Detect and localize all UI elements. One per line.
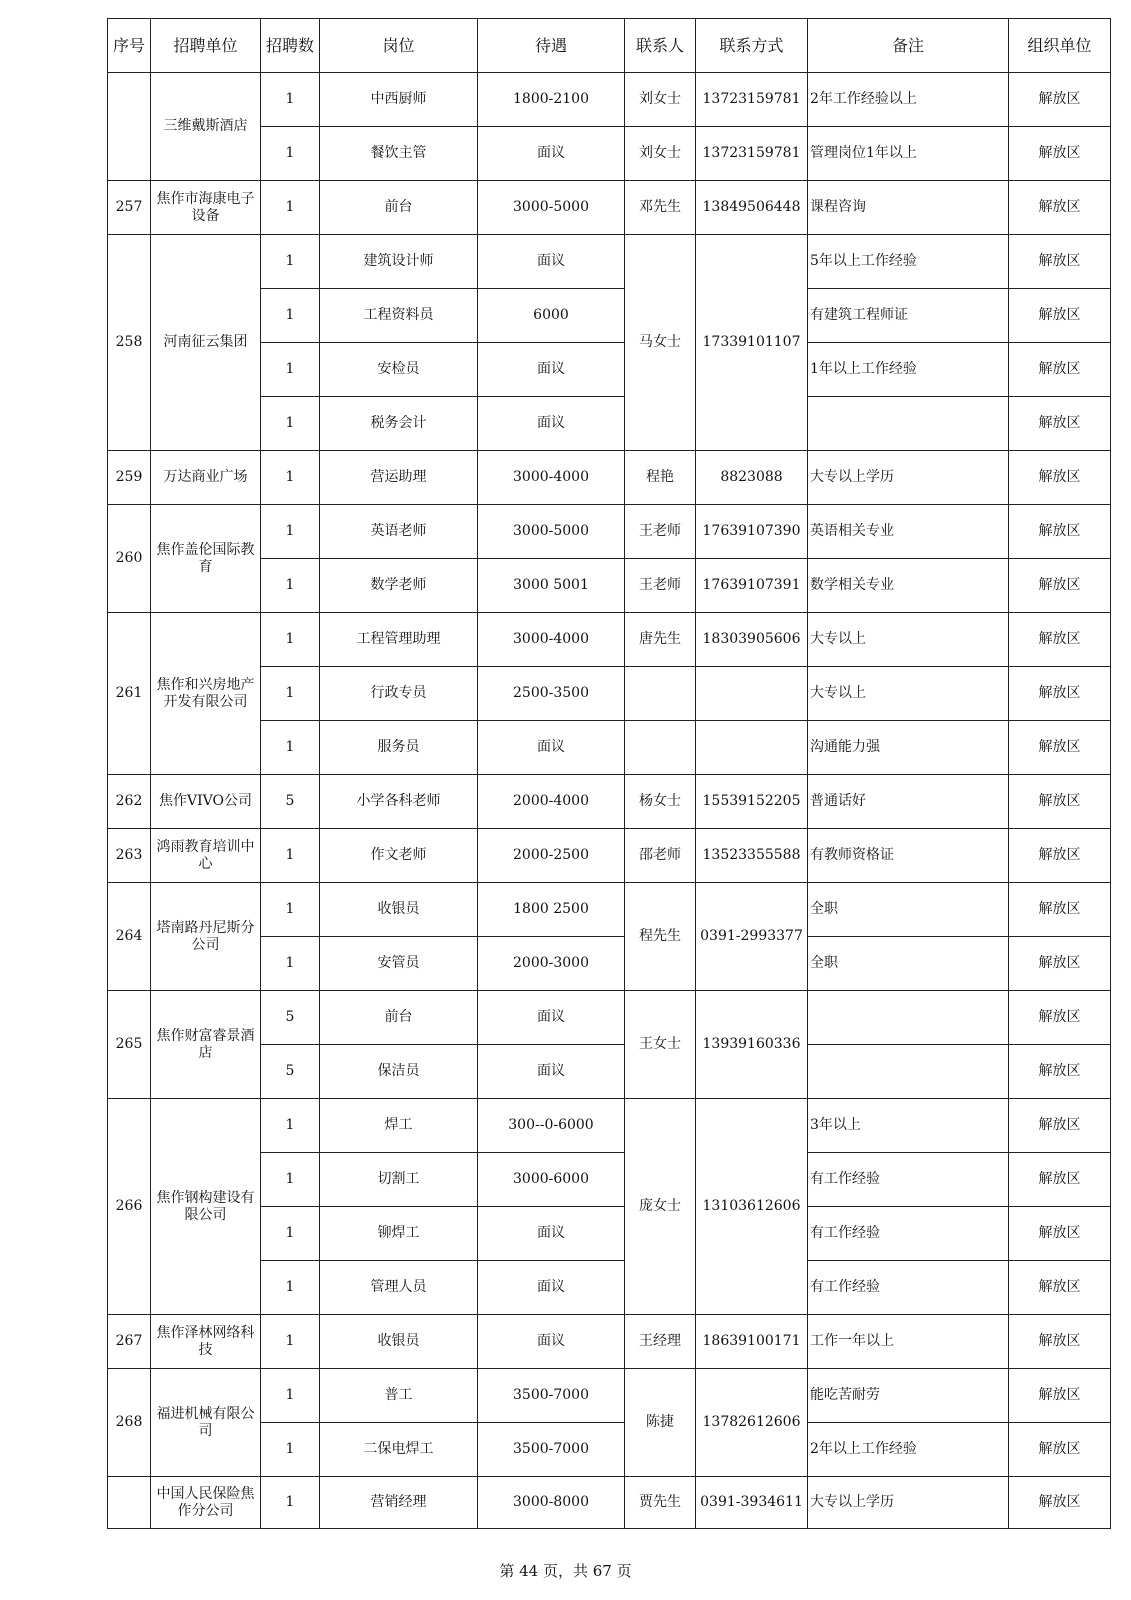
- pay-cell: 面议: [478, 1261, 625, 1315]
- org-cell: 解放区: [1009, 1261, 1111, 1315]
- position-cell: 餐饮主管: [320, 127, 478, 181]
- count-cell: 1: [261, 937, 320, 991]
- org-cell: 解放区: [1009, 1099, 1111, 1153]
- contact-person-cell: [625, 667, 696, 721]
- count-cell: 1: [261, 829, 320, 883]
- seq-cell: [108, 1477, 151, 1529]
- position-cell: 工程管理助理: [320, 613, 478, 667]
- position-cell: 普工: [320, 1369, 478, 1423]
- pay-cell: 6000: [478, 289, 625, 343]
- org-cell: 解放区: [1009, 397, 1111, 451]
- pay-cell: 面议: [478, 721, 625, 775]
- table-row: [108, 1315, 1111, 1369]
- pay-cell: 面议: [478, 991, 625, 1045]
- count-cell: 1: [261, 883, 320, 937]
- org-cell: 解放区: [1009, 775, 1111, 829]
- count-cell: 1: [261, 1099, 320, 1153]
- header-pay: 待遇: [478, 19, 625, 73]
- pay-cell: 2500-3500: [478, 667, 625, 721]
- pay-cell: 2000-2500: [478, 829, 625, 883]
- org-cell: 解放区: [1009, 721, 1111, 775]
- org-cell: 解放区: [1009, 937, 1111, 991]
- note-cell: 全职: [808, 937, 1009, 991]
- pay-cell: 面议: [478, 127, 625, 181]
- note-cell: 沟通能力强: [808, 721, 1009, 775]
- count-cell: 1: [261, 1369, 320, 1423]
- position-cell: 营运助理: [320, 451, 478, 505]
- contact-phone-cell: 8823088: [696, 451, 808, 505]
- company-cell: 焦作财富睿景酒店: [151, 991, 261, 1099]
- position-cell: 焊工: [320, 1099, 478, 1153]
- seq-cell: 267: [108, 1315, 151, 1369]
- pay-cell: 300--0-6000: [478, 1099, 625, 1153]
- position-cell: 数学老师: [320, 559, 478, 613]
- org-cell: 解放区: [1009, 883, 1111, 937]
- pay-cell: 2000-3000: [478, 937, 625, 991]
- pay-cell: 面议: [478, 343, 625, 397]
- position-cell: 切割工: [320, 1153, 478, 1207]
- note-cell: [808, 991, 1009, 1045]
- table-row: [108, 1477, 1111, 1529]
- org-cell: 解放区: [1009, 343, 1111, 397]
- count-cell: 1: [261, 1477, 320, 1529]
- note-cell: 2年以上工作经验: [808, 1423, 1009, 1477]
- pay-cell: 3500-7000: [478, 1423, 625, 1477]
- pay-cell: 3000-8000: [478, 1477, 625, 1529]
- position-cell: 二保电焊工: [320, 1423, 478, 1477]
- count-cell: 1: [261, 235, 320, 289]
- header-count: 招聘数: [261, 19, 320, 73]
- contact-person-cell: 邵老师: [625, 829, 696, 883]
- seq-cell: 257: [108, 181, 151, 235]
- pay-cell: 1800 2500: [478, 883, 625, 937]
- contact-phone-cell: 13939160336: [696, 991, 808, 1099]
- count-cell: 1: [261, 1423, 320, 1477]
- header-note: 备注: [808, 19, 1009, 73]
- company-cell: 塔南路丹尼斯分公司: [151, 883, 261, 991]
- table-row: [108, 181, 1111, 235]
- contact-phone-cell: 13723159781: [696, 73, 808, 127]
- pay-cell: 3000-6000: [478, 1153, 625, 1207]
- note-cell: 1年以上工作经验: [808, 343, 1009, 397]
- contact-person-cell: 程先生: [625, 883, 696, 991]
- page-footer: 第 44 页，共 67 页: [499, 1562, 632, 1580]
- count-cell: 1: [261, 343, 320, 397]
- count-cell: 1: [261, 397, 320, 451]
- position-cell: 英语老师: [320, 505, 478, 559]
- count-cell: 1: [261, 721, 320, 775]
- position-cell: 前台: [320, 991, 478, 1045]
- contact-phone-cell: 17339101107: [696, 235, 808, 451]
- seq-cell: 261: [108, 613, 151, 775]
- org-cell: 解放区: [1009, 613, 1111, 667]
- seq-cell: 260: [108, 505, 151, 613]
- table-row: [108, 1369, 1111, 1423]
- position-cell: 行政专员: [320, 667, 478, 721]
- contact-phone-cell: 18639100171: [696, 1315, 808, 1369]
- note-cell: 大专以上学历: [808, 451, 1009, 505]
- count-cell: 1: [261, 613, 320, 667]
- contact-phone-cell: 0391-3934611: [696, 1477, 808, 1529]
- note-cell: 英语相关专业: [808, 505, 1009, 559]
- count-cell: 1: [261, 1207, 320, 1261]
- header-org: 组织单位: [1009, 19, 1111, 73]
- pay-cell: 3000-4000: [478, 613, 625, 667]
- pay-cell: 3500-7000: [478, 1369, 625, 1423]
- org-cell: 解放区: [1009, 667, 1111, 721]
- contact-phone-cell: 13782612606: [696, 1369, 808, 1477]
- header-phone: 联系方式: [696, 19, 808, 73]
- pay-cell: 面议: [478, 1207, 625, 1261]
- company-cell: 焦作盖伦国际教育: [151, 505, 261, 613]
- note-cell: 5年以上工作经验: [808, 235, 1009, 289]
- seq-cell: 259: [108, 451, 151, 505]
- pay-cell: 2000-4000: [478, 775, 625, 829]
- position-cell: 铆焊工: [320, 1207, 478, 1261]
- header-row: [108, 19, 1111, 73]
- org-cell: 解放区: [1009, 991, 1111, 1045]
- contact-person-cell: 陈捷: [625, 1369, 696, 1477]
- position-cell: 收银员: [320, 1315, 478, 1369]
- contact-person-cell: 邓先生: [625, 181, 696, 235]
- position-cell: 收银员: [320, 883, 478, 937]
- count-cell: 1: [261, 1153, 320, 1207]
- company-cell: 福进机械有限公司: [151, 1369, 261, 1477]
- count-cell: 1: [261, 73, 320, 127]
- company-cell: 鸿雨教育培训中心: [151, 829, 261, 883]
- table-body: [108, 73, 1111, 1529]
- org-cell: 解放区: [1009, 127, 1111, 181]
- org-cell: 解放区: [1009, 559, 1111, 613]
- note-cell: 全职: [808, 883, 1009, 937]
- note-cell: 管理岗位1年以上: [808, 127, 1009, 181]
- position-cell: 安管员: [320, 937, 478, 991]
- header-company: 招聘单位: [151, 19, 261, 73]
- contact-person-cell: 马女士: [625, 235, 696, 451]
- note-cell: 有工作经验: [808, 1153, 1009, 1207]
- org-cell: 解放区: [1009, 1153, 1111, 1207]
- header-person: 联系人: [625, 19, 696, 73]
- position-cell: 小学各科老师: [320, 775, 478, 829]
- company-cell: 焦作泽林网络科技: [151, 1315, 261, 1369]
- org-cell: 解放区: [1009, 235, 1111, 289]
- org-cell: 解放区: [1009, 1369, 1111, 1423]
- contact-person-cell: 杨女士: [625, 775, 696, 829]
- table-header: [108, 19, 1111, 73]
- pay-cell: 1800-2100: [478, 73, 625, 127]
- pay-cell: 面议: [478, 235, 625, 289]
- note-cell: 有工作经验: [808, 1207, 1009, 1261]
- position-cell: 营销经理: [320, 1477, 478, 1529]
- note-cell: [808, 397, 1009, 451]
- pay-cell: 面议: [478, 1045, 625, 1099]
- table-row: [108, 73, 1111, 127]
- company-cell: 万达商业广场: [151, 451, 261, 505]
- org-cell: 解放区: [1009, 829, 1111, 883]
- position-cell: 前台: [320, 181, 478, 235]
- contact-person-cell: 王老师: [625, 559, 696, 613]
- contact-phone-cell: [696, 721, 808, 775]
- count-cell: 5: [261, 1045, 320, 1099]
- note-cell: 3年以上: [808, 1099, 1009, 1153]
- count-cell: 1: [261, 667, 320, 721]
- company-cell: 焦作市海康电子设备: [151, 181, 261, 235]
- contact-person-cell: 刘女士: [625, 127, 696, 181]
- note-cell: 大专以上: [808, 667, 1009, 721]
- table-row: [108, 451, 1111, 505]
- count-cell: 1: [261, 1315, 320, 1369]
- note-cell: 课程咨询: [808, 181, 1009, 235]
- note-cell: 能吃苦耐劳: [808, 1369, 1009, 1423]
- contact-phone-cell: 13849506448: [696, 181, 808, 235]
- contact-phone-cell: [696, 667, 808, 721]
- org-cell: 解放区: [1009, 451, 1111, 505]
- count-cell: 1: [261, 451, 320, 505]
- table-row: [108, 505, 1111, 559]
- contact-phone-cell: 13103612606: [696, 1099, 808, 1315]
- seq-cell: 268: [108, 1369, 151, 1477]
- table-row: [108, 883, 1111, 937]
- contact-person-cell: 唐先生: [625, 613, 696, 667]
- position-cell: 中西厨师: [320, 73, 478, 127]
- seq-cell: 258: [108, 235, 151, 451]
- pay-cell: 3000 5001: [478, 559, 625, 613]
- note-cell: 数学相关专业: [808, 559, 1009, 613]
- seq-cell: 264: [108, 883, 151, 991]
- count-cell: 1: [261, 181, 320, 235]
- contact-person-cell: 王女士: [625, 991, 696, 1099]
- count-cell: 1: [261, 1261, 320, 1315]
- company-cell: 焦作钢构建设有限公司: [151, 1099, 261, 1315]
- note-cell: 大专以上学历: [808, 1477, 1009, 1529]
- org-cell: 解放区: [1009, 505, 1111, 559]
- contact-phone-cell: 0391-2993377: [696, 883, 808, 991]
- org-cell: 解放区: [1009, 1045, 1111, 1099]
- table-row: [108, 235, 1111, 289]
- note-cell: [808, 1045, 1009, 1099]
- position-cell: 税务会计: [320, 397, 478, 451]
- company-cell: 焦作VIVO公司: [151, 775, 261, 829]
- org-cell: 解放区: [1009, 1423, 1111, 1477]
- header-seq: 序号: [108, 19, 151, 73]
- seq-cell: [108, 73, 151, 181]
- count-cell: 1: [261, 127, 320, 181]
- table-row: [108, 613, 1111, 667]
- table-row: [108, 829, 1111, 883]
- seq-cell: 262: [108, 775, 151, 829]
- contact-person-cell: 庞女士: [625, 1099, 696, 1315]
- header-position: 岗位: [320, 19, 478, 73]
- position-cell: 安检员: [320, 343, 478, 397]
- note-cell: 2年工作经验以上: [808, 73, 1009, 127]
- company-cell: 三维戴斯酒店: [151, 73, 261, 181]
- count-cell: 5: [261, 991, 320, 1045]
- note-cell: 普通话好: [808, 775, 1009, 829]
- contact-person-cell: 王经理: [625, 1315, 696, 1369]
- note-cell: 工作一年以上: [808, 1315, 1009, 1369]
- note-cell: 有建筑工程师证: [808, 289, 1009, 343]
- org-cell: 解放区: [1009, 1477, 1111, 1529]
- position-cell: 服务员: [320, 721, 478, 775]
- contact-phone-cell: 17639107390: [696, 505, 808, 559]
- pay-cell: 3000-4000: [478, 451, 625, 505]
- note-cell: 大专以上: [808, 613, 1009, 667]
- seq-cell: 265: [108, 991, 151, 1099]
- org-cell: 解放区: [1009, 73, 1111, 127]
- seq-cell: 266: [108, 1099, 151, 1315]
- recruitment-table: [107, 18, 1111, 1529]
- table-row: [108, 775, 1111, 829]
- contact-phone-cell: 17639107391: [696, 559, 808, 613]
- table-row: [108, 1099, 1111, 1153]
- contact-person-cell: 程艳: [625, 451, 696, 505]
- contact-person-cell: 贾先生: [625, 1477, 696, 1529]
- table-row: [108, 991, 1111, 1045]
- count-cell: 1: [261, 505, 320, 559]
- note-cell: 有教师资格证: [808, 829, 1009, 883]
- count-cell: 5: [261, 775, 320, 829]
- position-cell: 保洁员: [320, 1045, 478, 1099]
- org-cell: 解放区: [1009, 289, 1111, 343]
- company-cell: 焦作和兴房地产开发有限公司: [151, 613, 261, 775]
- contact-phone-cell: 15539152205: [696, 775, 808, 829]
- position-cell: 管理人员: [320, 1261, 478, 1315]
- position-cell: 建筑设计师: [320, 235, 478, 289]
- count-cell: 1: [261, 289, 320, 343]
- contact-person-cell: 刘女士: [625, 73, 696, 127]
- contact-phone-cell: 13523355588: [696, 829, 808, 883]
- company-cell: 中国人民保险焦作分公司: [151, 1477, 261, 1529]
- seq-cell: 263: [108, 829, 151, 883]
- pay-cell: 面议: [478, 397, 625, 451]
- count-cell: 1: [261, 559, 320, 613]
- org-cell: 解放区: [1009, 1315, 1111, 1369]
- company-cell: 河南征云集团: [151, 235, 261, 451]
- position-cell: 作文老师: [320, 829, 478, 883]
- pay-cell: 面议: [478, 1315, 625, 1369]
- contact-phone-cell: 18303905606: [696, 613, 808, 667]
- note-cell: 有工作经验: [808, 1261, 1009, 1315]
- org-cell: 解放区: [1009, 1207, 1111, 1261]
- pay-cell: 3000-5000: [478, 181, 625, 235]
- position-cell: 工程资料员: [320, 289, 478, 343]
- org-cell: 解放区: [1009, 181, 1111, 235]
- pay-cell: 3000-5000: [478, 505, 625, 559]
- contact-person-cell: 王老师: [625, 505, 696, 559]
- contact-phone-cell: 13723159781: [696, 127, 808, 181]
- contact-person-cell: [625, 721, 696, 775]
